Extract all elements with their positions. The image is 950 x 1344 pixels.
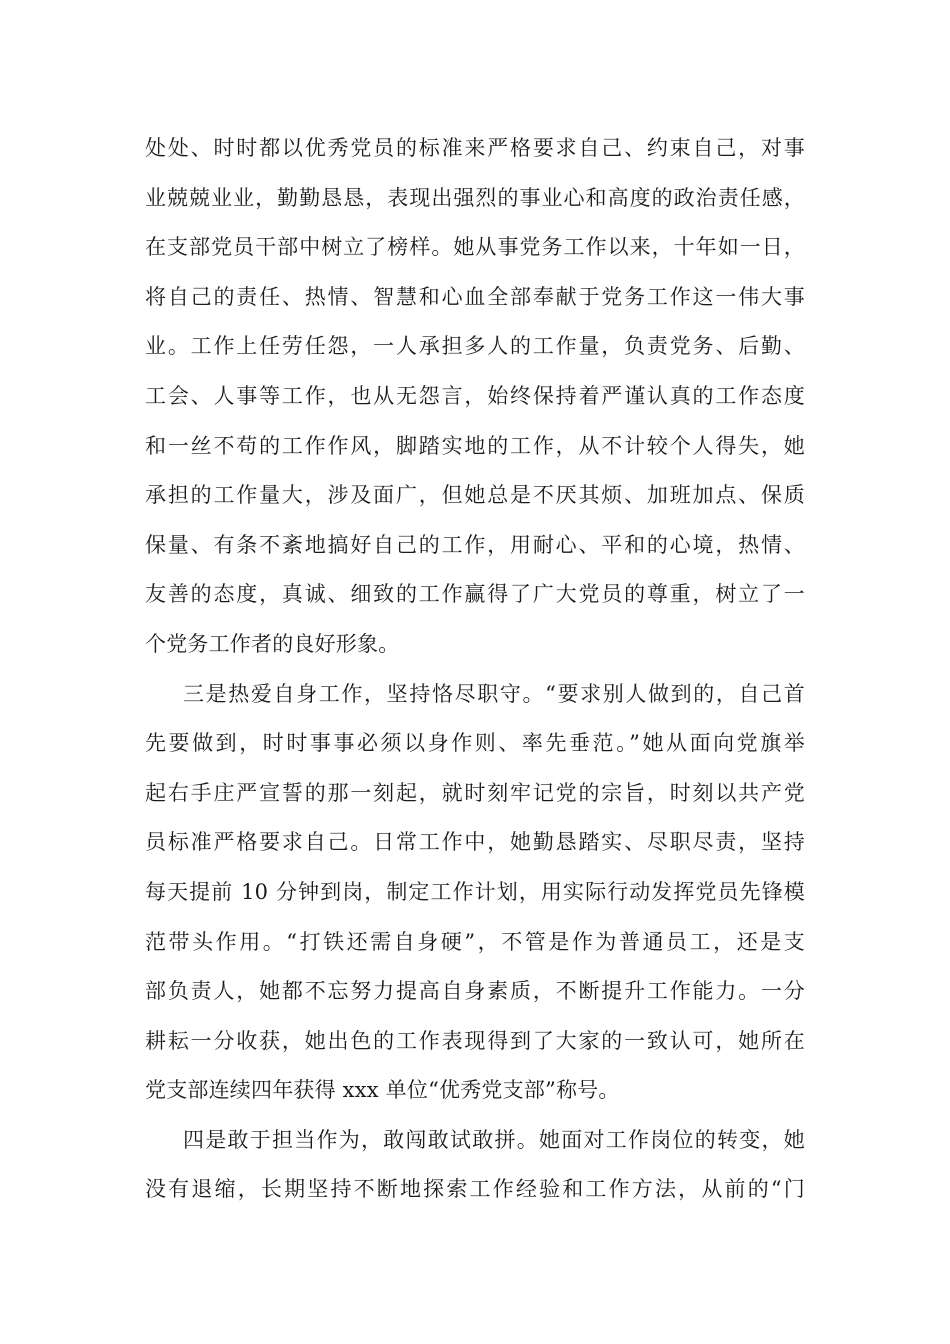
text-line: 业。工作上任劳任怨，一人承担多人的工作量，负责党务、后勤、 [145, 334, 805, 359]
text-line: 起右手庄严宣誓的那一刻起，就时刻牢记党的宗旨，时刻以共产党 [145, 780, 805, 805]
text-line: 保量、有条不紊地搞好自己的工作，用耐心、平和的心境，热情、 [145, 532, 805, 557]
text-line: 个党务工作者的良好形象。 [145, 631, 400, 656]
text-line: 处处、时时都以优秀党员的标准来严格要求自己、约束自己，对事 [145, 136, 805, 160]
text-line: 部负责人，她都不忘努力提高自身素质，不断提升工作能力。一分 [145, 979, 805, 1004]
text-line: 友善的态度，真诚、细致的工作赢得了广大党员的尊重，树立了一 [145, 582, 805, 607]
text-line: 和一丝不苟的工作作风，脚踏实地的工作，从不计较个人得失，她 [145, 433, 805, 458]
body-text [145, 124, 805, 1215]
text-line: 党支部连续四年获得 xxx 单位“优秀党支部”称号。 [145, 1078, 620, 1103]
text-line: 先要做到，时时事事必须以身作则、率先垂范。”她从面向党旗举 [145, 731, 805, 756]
text-line: 每天提前 10 分钟到岗，制定工作计划，用实际行动发挥党员先锋模 [145, 879, 805, 904]
text-line: 承担的工作量大，涉及面广，但她总是不厌其烦、加班加点、保质 [145, 483, 805, 508]
text-line: 在支部党员干部中树立了榜样。她从事党务工作以来，十年如一日， [145, 235, 805, 260]
text-line: 工会、人事等工作，也从无怨言，始终保持着严谨认真的工作态度 [145, 383, 805, 408]
text-line: 范带头作用。“打铁还需自身硬”，不管是作为普通员工，还是支 [145, 929, 805, 954]
text-line: 耕耘一分收获，她出色的工作表现得到了大家的一致认可，她所在 [145, 1028, 805, 1053]
text-line: 业兢兢业业，勤勤恳恳，表现出强烈的事业心和高度的政治责任感， [145, 185, 805, 210]
text-line: 没有退缩，长期坚持不断地探索工作经验和工作方法，从前的“门 [145, 1177, 805, 1202]
text-line: 将自己的责任、热情、智慧和心血全部奉献于党务工作这一伟大事 [145, 284, 805, 309]
paragraph-start-line: 三是热爱自身工作，坚持恪尽职守。“要求别人做到的，自己首 [183, 681, 805, 706]
text-line: 员标准严格要求自己。日常工作中，她勤恳踏实、尽职尽责，坚持 [145, 830, 805, 855]
paragraph-start-line: 四是敢于担当作为，敢闯敢试敢拼。她面对工作岗位的转变，她 [183, 1127, 805, 1152]
